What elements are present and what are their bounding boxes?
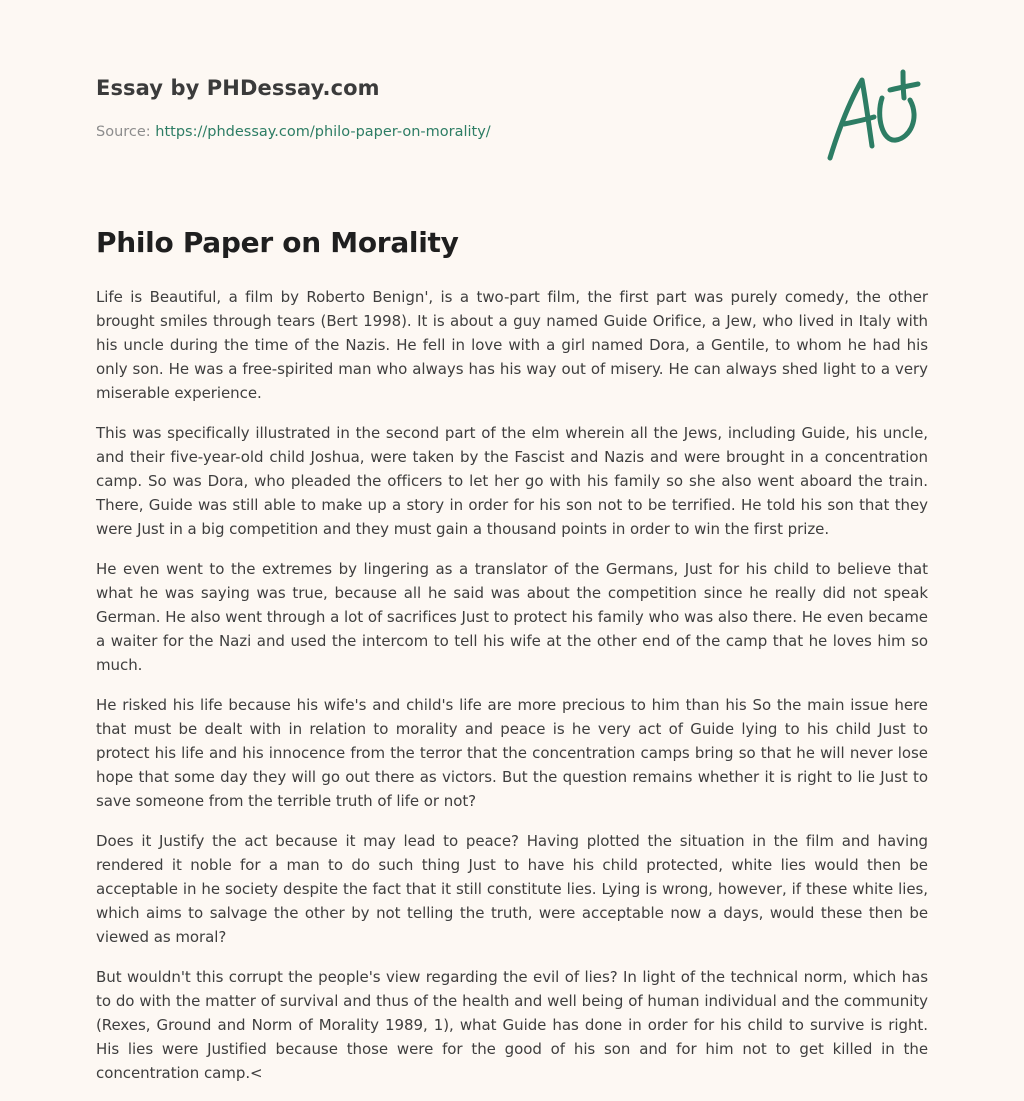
source-label: Source: [96,124,151,140]
page-header [96,76,928,186]
essay-paragraph: This was specifically illustrated in the second part of the elm wherein all the Jews, including Guide, his uncle, and their five-year-old child Joshua, were taken by the Fascist and Nazis and were brought in a concentration camp. So was Dora, who pleaded the officers to let her go with his family so she also went aboard the train. There, Guide was still able to make up a story in order for his son not to be terrified. He told his son that they were Just in a big competition and they must gain a thousand points in order to win the first prize. [96,424,928,538]
essay-paragraph: He even went to the extremes by lingering as a translator of the Germans, Just for his child to believe that what he was saying was true, because all he said was about the competition since he really did not speak German. He also went through a lot of sacrifices Just to protect his family who was also there. He even became a waiter for the Nazi and used the intercom to tell his wife at the other end of the camp that he loves him so much. [96,560,928,674]
essay-paragraph: But wouldn't this corrupt the people's view regarding the evil of lies? In light of the technical norm, which has to do with the matter of survival and thus of the health and well being of human individual and the community (Rexes, Ground and Norm of Morality 1989, 1), what Guide has done in order for his child to survive is right. His lies were Justified because those were for the good of his son and for him not to get killed in the concentration camp.< [96,968,928,1082]
essay-paragraph: Life is Beautiful, a film by Roberto Benign', is a two-part film, the first part was purely comedy, the other brought smiles through tears (Bert 1998). It is about a guy named Guide Orifice, a Jew, who lived in Italy with his uncle during the time of the Nazis. He fell in love with a girl named Dora, a Gentile, to whom he had his only son. He was a free-spirited man who always has his way out of misery. He can always shed light to a very miserable experience. [96,288,928,402]
essay-body [96,285,928,1101]
a-plus-grade-icon [824,68,924,164]
source-line [96,124,491,140]
essay-paragraph: Does it Justify the act because it may lead to peace? Having plotted the situation in the film and having rendered it noble for a man to do such thing Just to have his child protected, white lies would then be acceptable in he society despite the fact that it still constitute lies. Lying is wrong, however, if these white lies, which aims to salvage the other by not telling the truth, were acceptable now a days, would these then be viewed as moral? [96,832,928,946]
source-link[interactable]: https://phdessay.com/philo-paper-on-morality/ [155,124,491,140]
site-brand: Essay by PHDessay.com [96,76,380,100]
essay-title: Philo Paper on Morality [96,226,459,259]
essay-paragraph: He risked his life because his wife's and child's life are more precious to him than his So the main issue here that must be dealt with in relation to morality and peace is he very act of Guide lying to his child Just to protect his life and his innocence from the terror that the concentration camps bring so that he will never lose hope that some day they will go out there as victors. But the question remains whether it is right to lie Just to save someone from the terrible truth of life or not? [96,696,928,810]
